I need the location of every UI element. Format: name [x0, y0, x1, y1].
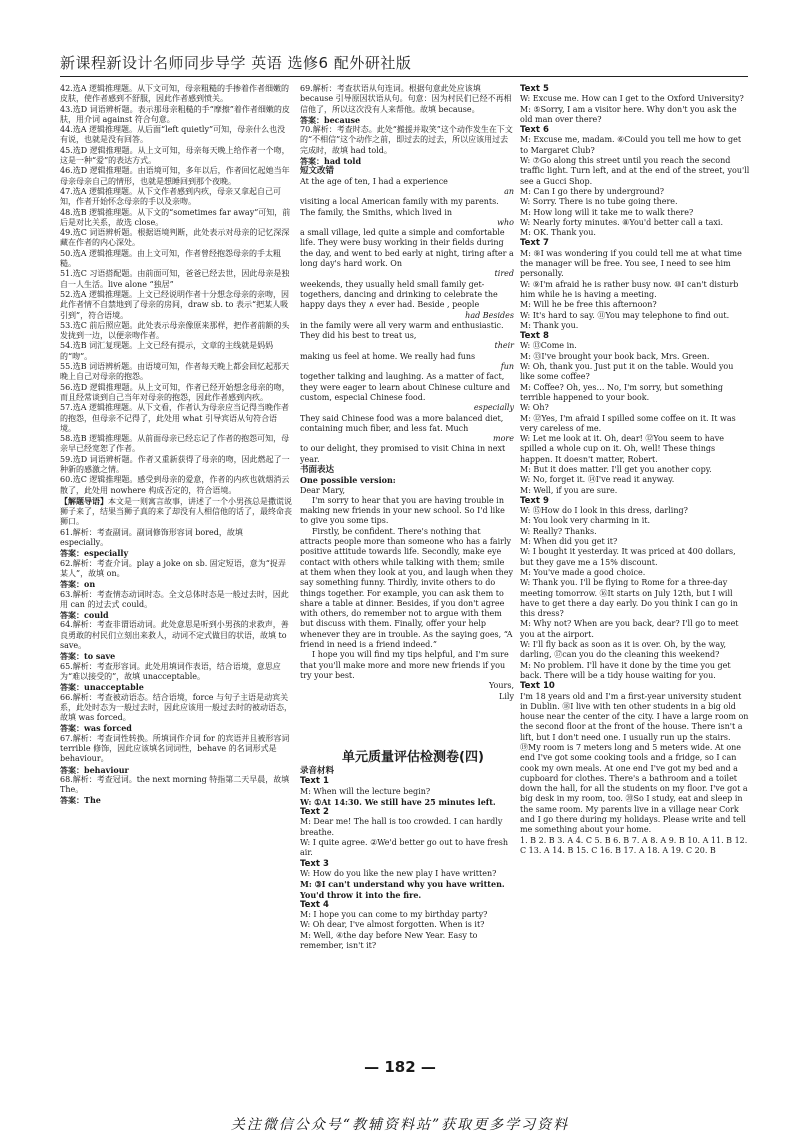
- correction-fix: an: [504, 186, 514, 196]
- correction-line: a small village, led quite a simple and comfortable life. They were busy working in their fields during the day, and went to bed early at night, tiring after a long day's hard work. On: [300, 228, 514, 269]
- cloze-answers: [60, 84, 292, 496]
- dialogue-line: W: ⑮How do I look in this dress, darling?: [520, 506, 688, 516]
- correction-fix: had Besides: [465, 310, 514, 320]
- column-middle: [300, 84, 514, 702]
- writing-name: Lily: [499, 691, 514, 701]
- dialogue-line: M: Can I go there by underground?: [520, 186, 665, 196]
- answer-item: 55.选B 词语辨析题。由语境可知，作者每天晚上都会回忆起那天晚上自己对母亲的抱怨。: [60, 362, 290, 382]
- dialogue-line: M: ③I can't understand why you have written. You'd throw it into the fire.: [300, 879, 505, 900]
- listening-text-heading: Text 2: [300, 807, 329, 818]
- answer-key: 答案：was forced: [60, 723, 132, 734]
- dialogue-line: M: Will he be free this afternoon?: [520, 300, 657, 310]
- dialogue-line: M: How long will it take me to walk there?: [520, 207, 694, 217]
- writing-paragraph: I'm sorry to hear that you are having trouble in making new friends in your new school. So I'd like to give you some tips.: [300, 495, 505, 526]
- correction-line: weekends, they usually held small family get-togethers, dancing and drinking to celebrate the happy days they ∧ ever had. Beside , people: [300, 279, 498, 310]
- correction-fix: more: [493, 434, 514, 444]
- dialogue-line: W: Oh dear, I've almost forgotten. When is it?: [300, 920, 485, 930]
- dialogue-line: W: I quite agree. ②We'd better go out to have fresh air.: [300, 838, 509, 858]
- correction-line: to our delight, they promised to visit China in next year.: [300, 444, 506, 464]
- dialogue-line: W: How do you like the new play I have written?: [300, 868, 497, 878]
- listening-text-heading: Text 4: [300, 899, 329, 910]
- listening-texts-5-10: [520, 84, 750, 836]
- column-right: [520, 84, 750, 856]
- answer-key: 答案：had told: [300, 156, 362, 167]
- dialogue-line: W: Oh?: [520, 403, 549, 413]
- answer-explanation: 61.解析：考查副词。副词修饰形容词 bored，故填 especially。: [60, 527, 243, 548]
- dialogue-line: M: But it does matter. I'll get you another copy.: [520, 464, 712, 474]
- dialogue-line: M: Thank you.: [520, 320, 579, 330]
- answer-item: 54.选B 词汇复现题。上文已经有提示，文章的主线就是妈妈的“吻”。: [60, 341, 274, 361]
- answer-item: 60.选C 逻辑推理题。感受到母亲的爱意，作者的内疚也就烟消云散了，此处用 nowhere 构成否定的，符合语境。: [60, 475, 290, 495]
- dialogue-line: W: Excuse me. How can I get to the Oxford University?: [520, 94, 744, 104]
- answer-item: 45.选D 逻辑推理题。从上文可知，母亲每天晚上给作者一个吻，这是一种“爱”的表达方式。: [60, 145, 290, 166]
- dialogue-line: M: Well, if you are sure.: [520, 485, 618, 495]
- guide-text: 本文是一则寓言故事，讲述了一个小男孩总是撒谎说狮子来了，结果当狮子真的来了却没有人相信他的话了，最终命丧狮口。: [60, 496, 292, 527]
- listening-answers: 1. B 2. B 3. A 4. C 5. B 6. B 7. A 8. A 9. B 10. A 11. B 12. C 13. A 14. B 15. C 16. B 17. A 18. A 19. C 20. B: [520, 835, 748, 855]
- listening-text-heading: Text 3: [300, 858, 329, 869]
- correction-line: together talking and laughing. As a matter of fact, they were eager to learn about Chinese culture and custom, especial Chinese food.: [300, 372, 511, 402]
- answer-key: 答案：on: [60, 579, 96, 590]
- answer-item: 53.选C 前后照应题。此处表示母亲像原来那样，把作者前额的头发拢到一边，以便亲吻作者。: [60, 320, 290, 341]
- dialogue-line: M: Excuse me, madam. ⑥Could you tell me how to get to Margaret Club?: [520, 135, 742, 155]
- answer-key: 答案：could: [60, 610, 109, 621]
- correction-line: At the age of ten, I had a experience: [300, 176, 448, 186]
- answer-key: 答案：unacceptable: [60, 682, 144, 693]
- listening-texts-1-4: [300, 776, 514, 951]
- writing-version: One possible version:: [300, 475, 396, 486]
- dialogue-line: M: When will the lecture begin?: [300, 786, 431, 796]
- dialogue-line: M: ⑬I've brought your book back, Mrs. Green.: [520, 351, 710, 361]
- answer-item: 58.选B 逻辑推理题。从前面母亲已经忘记了作者的抱怨可知，母亲早已经宽恕了作者。: [60, 434, 290, 454]
- listening-title: 录音材料: [300, 766, 335, 776]
- footer-promo: 关注微信公众号“教辅资料站”获取更多学习资料: [230, 1117, 570, 1133]
- answer-key: 答案：The: [60, 795, 101, 806]
- dialogue-line: W: Thank you. I'll be flying to Rome for a three-day meeting tomorrow. ⑯It starts on July 12th, but I will have to get there a day early. Do you think I can go in this dress?: [520, 578, 738, 619]
- listening-text-heading: Text 7: [520, 238, 549, 249]
- writing-paragraph: I hope you will find my tips helpful, and I'm sure that you'll make more and more new friends if you try your best.: [300, 650, 509, 680]
- correction-fix: their: [494, 341, 514, 351]
- dialogue-line: M: No problem. I'll have it done by the time you get back. There will be a tidy house waiting for you.: [520, 660, 731, 680]
- grammar-answers: [60, 528, 292, 806]
- dialogue-line: W: Really? Thanks.: [520, 526, 597, 536]
- writing-body: [300, 496, 514, 681]
- answer-item: 50.选A 逻辑推理题。由上文可知，作者曾经抱怨母亲的手太粗糙。: [60, 248, 282, 269]
- answer-item: 47.选A 逻辑推理题。从下文作者感到内疚，母亲又拿起自己可知，作者开始怀念母亲的手以及亲吻。: [60, 186, 282, 207]
- dialogue-line: M: You've made a good choice.: [520, 567, 646, 577]
- dialogue-line: W: Oh, thank you. Just put it on the table. Would you like some coffee?: [520, 362, 734, 382]
- dialogue-line: W: I'll fly back as soon as it is over. Oh, by the way, darling, ⑰can you do the cleaning this weekend?: [520, 640, 727, 660]
- dialogue-line: W: ⑨I'm afraid he is rather busy now. ⑩I can't disturb him while he is having a meeting.: [520, 279, 739, 299]
- dialogue-line: M: ⑫Yes, I'm afraid I spilled some coffee on it. It was very careless of me.: [520, 413, 736, 433]
- correction-fix: who: [497, 217, 514, 227]
- answer-item: 57.选A 逻辑推理题。从下文看，作者认为母亲应当记得当晚作者的抱怨，但母亲不记得了，此处用 what 引导宾语从句符合语境。: [60, 403, 290, 433]
- answer-explanation: 65.解析：考查形容词。此处用填词作表语，结合语境，意思应为“难以接受的”，故填 unacceptable。: [60, 661, 281, 681]
- guide-label: 【解题导语】: [60, 495, 108, 506]
- correction-line: They said Chinese food was a more balanced diet, containing much fiber, and less fat. Much: [300, 413, 504, 433]
- dialogue-line: M: I hope you can come to my birthday party?: [300, 910, 488, 920]
- dialogue-line: W: I bought it yesterday. It was priced at 400 dollars, but they gave me a 15% discount.: [520, 547, 736, 567]
- correction-fix: fun: [500, 362, 514, 372]
- answer-explanation: 68.解析：考查冠词。the next morning 特指第二天早晨，故填 The。: [60, 774, 290, 795]
- page-header: [60, 52, 748, 77]
- listening-part1: [300, 766, 514, 951]
- correction-passage: [300, 177, 514, 465]
- listening-text-heading: Text 8: [520, 331, 549, 342]
- listening-text-heading: Text 10: [520, 681, 555, 692]
- answer-item: 42.选A 逻辑推理题。从下文可知，母亲粗糙的手掺着作者细嫩的皮肤，使作者感到不舒服，因此作者感到愤关。: [60, 84, 290, 104]
- answer-key: 答案：especially: [60, 548, 129, 559]
- dialogue-line: M: Well, ④the day before New Year. Easy to remember, isn't it?: [300, 930, 478, 951]
- listening-text-heading: Text 5: [520, 84, 549, 94]
- dialogue-line: W: Let me look at it. Oh, dear! ⑫You seem to have spilled a whole cup on it. Oh, well! These things happen. It doesn't matter, Robert.: [520, 434, 724, 464]
- header-title: 新课程新设计名师同步导学 英语 选修6 配外研社版: [60, 54, 412, 72]
- answer-item: 59.选D 词语辨析题。作者又重新获得了母亲的吻，因此燃起了一种新的感激之情。: [60, 454, 290, 474]
- dialogue-line: M: ⑨I was wondering if you could tell me at what time the manager will be free. You see, I need to see him personally.: [520, 248, 742, 279]
- answer-item: 48.选B 逻辑推理题。从下文的“sometimes far away”可知，前后是对比关系，故选 close。: [60, 207, 291, 227]
- correction-line: visiting a local American family with my parents. The family, the Smiths, which lived in: [300, 197, 499, 217]
- listening-text-heading: Text 6: [520, 125, 549, 136]
- answer-key: 答案：behaviour: [60, 764, 129, 775]
- column-left: [60, 84, 292, 806]
- dialogue-line: W: ①At 14:30. We still have 25 minutes left.: [300, 796, 496, 807]
- answer-explanation: 67.解析：考查词性转换。所填词作介词 for 的宾语并且被形容词 terrible 修饰，因此应该填名词词性，behave 的名词形式是 behaviour。: [60, 733, 290, 764]
- correction-line: in the family were all very warm and enthusiastic. They did his best to treat us,: [300, 320, 504, 341]
- answer-explanation: 64.解析：考查非谓语动词。此处意思是听到小男孩的求救声，善良勇敢的村民们立刻出来救人，动词不定式做目的状语，故填 to save。: [60, 620, 289, 651]
- answer-explanation: 69.解析：考查状语从句连词。根据句意此处应该填 because 引导原因状语从句。句意：因为村民们已经不再相信他了，所以这次没有人来帮他。故填 because。: [300, 84, 512, 114]
- page-number: — 182 —: [364, 1058, 436, 1076]
- answer-explanation: 62.解析：考查介词。play a joke on sb. 固定短语，意为“捉弄某人”，故填 on。: [60, 558, 286, 578]
- dialogue-line: M: Coffee? Oh, yes… No, I'm sorry, but something terrible happened to your book.: [520, 382, 724, 402]
- listening-text-heading: Text 9: [520, 495, 549, 506]
- correction-line: making us feel at home. We really had funs: [300, 351, 476, 361]
- dialogue-line: W: No, forget it. ⑭I've read it anyway.: [520, 475, 675, 485]
- dialogue-line: M: You look very charming in it.: [520, 516, 651, 526]
- dialogue-line: M: OK. Thank you.: [520, 228, 596, 238]
- answer-item: 49.选C 词语辨析题。根据语境判断，此处表示对母亲的记忆深深藏在作者的内心深处。: [60, 228, 290, 248]
- dialogue-line: W: It's hard to say. ⑪You may telephone to find out.: [520, 310, 730, 320]
- answer-item: 51.选C 习语搭配题。由前面可知，爸爸已经去世，因此母亲是独自一人生活。live alone “独居”: [60, 269, 290, 289]
- answer-key: 答案：because: [300, 114, 361, 125]
- answer-item: 44.选A 逻辑推理题。从后面“left quietly”可知，母亲什么也没有说，也就是没有回答。: [60, 125, 286, 145]
- answer-item: 43.选D 词语辨析题。表示那母亲粗糙的手“摩擦”着作者细嫩的皮肤，用介词 against 符合句意。: [60, 104, 290, 124]
- answer-item: 56.选D 逻辑推理题。从上文可知，作者已经开始想念母亲的吻，而且经常谈到自己当年对母亲的抱怨，因此作者感到内疚。: [60, 382, 290, 402]
- unit-title: 单元质量评估检测卷(四): [342, 750, 484, 765]
- dialogue-line: M: Why not? When are you back, dear? I'll go to meet you at the airport.: [520, 619, 739, 639]
- answer-explanation: 63.解析：考查情态动词时态。全文总体时态是一般过去时，因此用 can 的过去式 could。: [60, 589, 289, 609]
- dialogue-line: M: ⑤Sorry, I am a visitor here. Why don't you ask the old man over there?: [520, 104, 737, 124]
- correction-fix: especially: [473, 403, 514, 413]
- dialogue-line: W: Nearly forty minutes. ⑧You'd better call a taxi.: [520, 217, 723, 227]
- answer-explanation: 70.解析：考查时态。此处“搬援并取笑”这个动作发生在下文的“不相信”这个动作之前，即过去的过去，所以应该用过去完成时，故填 had told。: [300, 125, 513, 155]
- writing-closing: Yours,: [488, 681, 514, 691]
- dialogue-line: I'm 18 years old and I'm a first-year university student in Dublin. ⑱I live with ten other students in a big old house near the center of the city. I have a large room on the second floor at the front of the house. There isn't a lift, but I don't need one. I usually run up the stairs. ⑲My room is 7 meters long and 5 meters wide. At one end I've got some cooking tools and a fridge, so I can cook my own meals. At one end I've got my bed and a cupboard for clothes. There's a bathroom and a toilet down the hall, for all the students on my floor. I've got a big desk in my room, too. ⑳So I study, eat and sleep in the same room. My parents live in a village near Cork and I go there during my holidays. Please write and tell me something about your home.: [520, 691, 749, 835]
- writing-paragraph: Firstly, be confident. There's nothing that attracts people more than someone who has a fairly positive attitude towards life. Secondly, make eye contact with others while talking with them; smile at them when they look at you, and laugh when they say something funny. Thirdly, invite others to do things together. For example, you can ask them to share a table at dinner. Besides, if you don't agree with others, do remember not to argue with them but discuss with them. Finally, offer your help whenever they are in trouble. As the saying goes, “A friend in need is a friend indeed.”: [300, 526, 513, 650]
- grammar-answers-cont: [300, 84, 514, 166]
- writing-title: 书面表达: [300, 464, 335, 475]
- correction-title: 短文改错: [300, 166, 335, 177]
- dialogue-line: W: ⑦Go along this street until you reach the second traffic light. Turn left, and at the end of the street, you'll see a Gucci Shop.: [520, 156, 750, 186]
- correction-fix: tired: [494, 269, 514, 279]
- dialogue-line: M: When did you get it?: [520, 537, 618, 547]
- guide-paragraph: [60, 496, 292, 528]
- dialogue-line: W: ⑬Come in.: [520, 341, 577, 351]
- listening-text-heading: Text 1: [300, 776, 329, 787]
- answer-item: 46.选D 逻辑推理题。由语境可知，多年以后，作者回忆起她当年母亲母亲自己的情形，也就是想睡回到那个夜晚。: [60, 166, 290, 186]
- dialogue-line: M: Dear me! The hall is too crowded. I can hardly breathe.: [300, 817, 503, 837]
- writing-salutation: Dear Mary,: [300, 485, 346, 495]
- answer-key: 答案：to save: [60, 651, 116, 662]
- answer-item: 52.选A 逻辑推理题。上文已经说明作者十分想念母亲的亲吻，因此作者情不自禁地到了母亲的房间，draw sb. to 表示“把某人吸引到”，符合语境。: [60, 289, 290, 320]
- dialogue-line: W: Sorry. There is no tube going there.: [520, 197, 678, 207]
- answer-explanation: 66.解析：考查被动语态。结合语境，force 与句子主语是动宾关系，此处时态为一般过去时，因此应该用一般过去时的被动语态，故填 was forced。: [60, 692, 292, 723]
